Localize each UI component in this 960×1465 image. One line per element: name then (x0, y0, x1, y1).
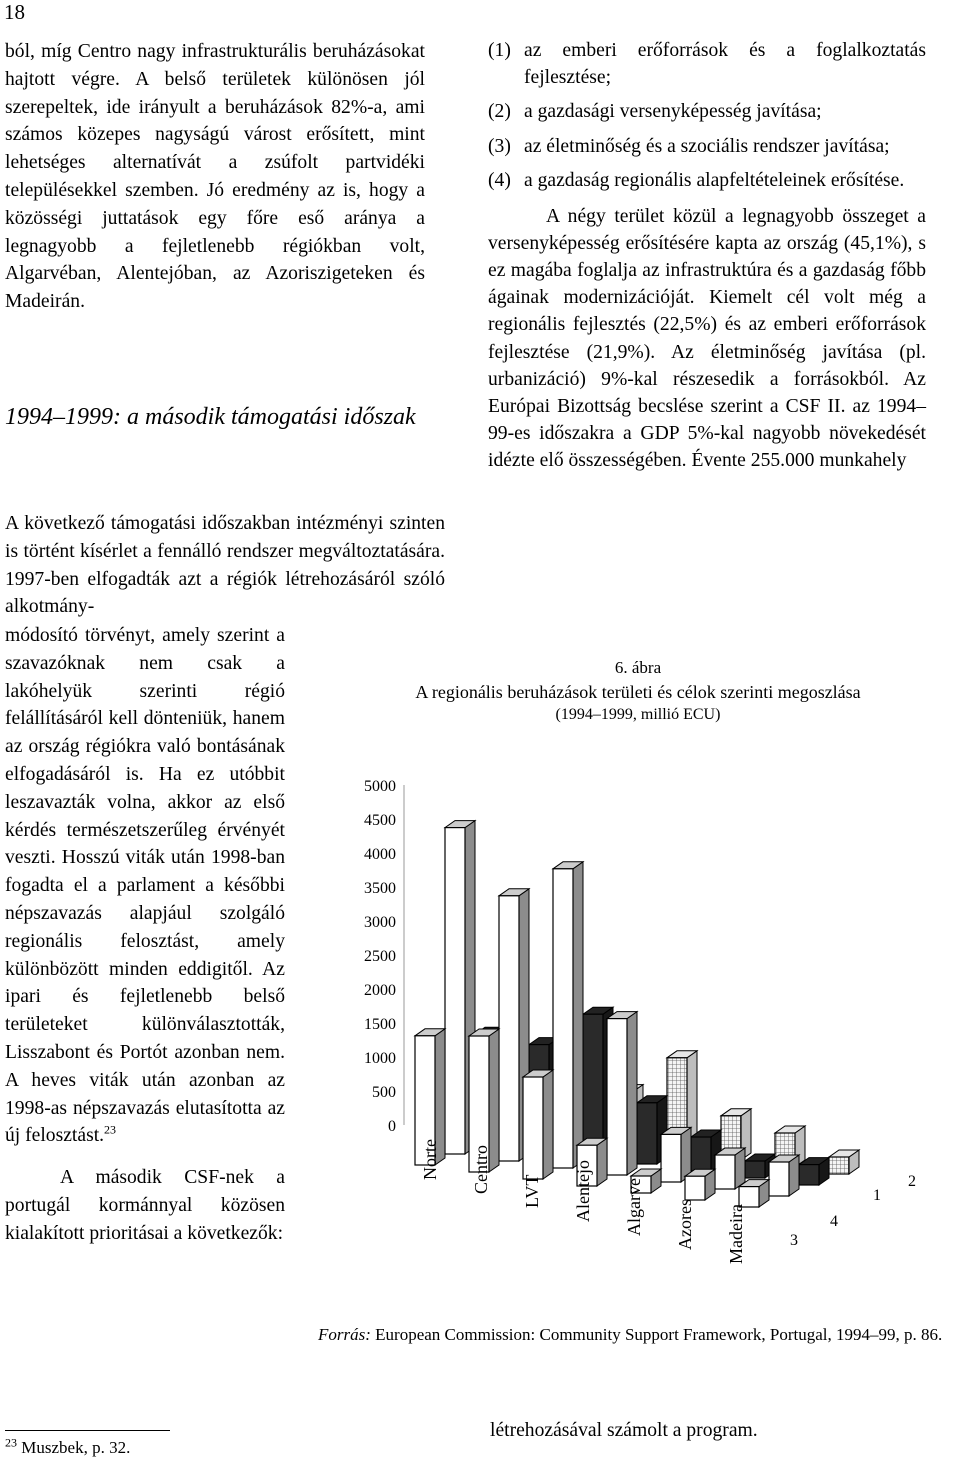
figure-number: 6. ábra (614, 658, 662, 677)
y-tick-label: 2000 (364, 982, 396, 999)
y-tick-label: 0 (388, 1118, 396, 1135)
y-tick-label: 5000 (364, 778, 396, 795)
source-label: Forrás: (318, 1325, 371, 1344)
bar-front-face (691, 1137, 711, 1171)
priority-text: az életminőség és a szociális rendszer javítása; (524, 135, 890, 157)
bar-front-face (715, 1155, 735, 1189)
series-label: 1 (873, 1187, 881, 1204)
footnote-number: 23 (5, 1435, 17, 1450)
bar-front-face (523, 1077, 543, 1179)
priority-number: (4) (488, 170, 511, 191)
footnote (5, 1435, 131, 1458)
paragraph-text: A második CSF-nek a portugál kormánnyal közösen kialakított prioritásai a következők: (5, 1167, 285, 1244)
series-label: 2 (908, 1173, 916, 1190)
y-tick-label: 3500 (364, 880, 396, 897)
paragraph-text: A következő támogatási időszakban intézményi szinten is történt kísérlet a fennálló rendszer megváltoztatására. 1997-ben elfogadták azt a régiók létrehozásáról szóló alkotmány- (5, 513, 445, 618)
footnote-text: Muszbek, p. 32. (21, 1438, 131, 1457)
priority-number: (1) (488, 40, 511, 61)
bar-front-face (829, 1157, 849, 1174)
bar-front-face (685, 1176, 705, 1200)
y-tick-label: 3000 (364, 914, 396, 931)
footnote-divider (5, 1430, 170, 1431)
bar-front-face (607, 1019, 627, 1175)
page-number: 18 (4, 0, 25, 24)
category-label: Madeira (726, 1204, 746, 1264)
y-tick-label: 1000 (364, 1050, 396, 1067)
priority-text: az emberi erőforrások és a foglalkoztatás fejlesztése; (524, 40, 926, 88)
source-text: European Commission: Community Support Framework, Portugal, 1994–99, p. 86. (375, 1325, 943, 1344)
narrow-text: módosító törvényt, amely szerint a szavazóknak nem csak a lakóhelyük szerinti régió felállításáról kell dönteniük, hanem az ország régiókra való bontásának elfogadásáról is. Ha ez utóbbit leszavazták volna, akkor az első kérdés természetszerűleg érvényét veszti. Hosszú viták után 1998-ban fogadta el a parlament a későbbi népszavazás alapjául szolgáló regionális felosztást, amely különbözött minden eddigitől. Az ipari és fejletlenebb belső területeket különválasztották, Lisszabont és Portót azonban nem. A heves viták után azonban az 1998-as népszavazás elutasította az új felosztást. (5, 625, 285, 1147)
priority-text: a gazdasági versenyképesség javítása; (524, 101, 822, 122)
y-tick-label: 4000 (364, 846, 396, 863)
figure-subtitle: (1994–1999, millió ECU) (555, 706, 721, 723)
series-label: 3 (790, 1232, 798, 1249)
series-label: 4 (830, 1213, 838, 1230)
bar-side-face (573, 862, 583, 1168)
bar-front-face (553, 869, 573, 1168)
y-tick-label: 2500 (364, 948, 396, 965)
bar-front-face (661, 1134, 681, 1182)
bar-front-face (445, 828, 465, 1154)
continued-text: létrehozásával számolt a program. (490, 1420, 758, 1441)
priority-number: (2) (488, 101, 511, 122)
bar-side-face (627, 1012, 637, 1175)
bar-side-face (543, 1070, 553, 1179)
category-label: Centro (471, 1145, 491, 1194)
category-label: LVT (522, 1174, 542, 1208)
y-tick-label: 1500 (364, 1016, 396, 1033)
category-label: Azores (675, 1199, 695, 1250)
bar-side-face (597, 1138, 607, 1186)
priority-number: (3) (488, 135, 511, 157)
category-label: Alentejo (573, 1160, 593, 1222)
section-heading: 1994–1999: a második támogatási időszak (5, 404, 416, 430)
bar-front-face (745, 1161, 765, 1178)
category-label: Norte (420, 1139, 440, 1180)
figure-source (318, 1322, 956, 1347)
bar-front-face (769, 1162, 789, 1196)
paragraph-text: A négy terület közül a legnagyobb összeget a versenyképesség erősítésére kapta az ország (45,1%), s ez magába foglalja az infrastruktúra és a gazdaság főbb ágainak modernizációját. Kiemelt cél volt még a regionális fejlesztés (22,5%) és az emberi erőforrások fejlesztése (21,9%). Az életminőség javítása (pl. urbanizáció) 9%-kal részesedik a forrásokból. Az Európai Bizottság becslése szerint a CSF II. az 1994–99-es időszakra a GDP 5%-kal nagyobb növekedését idézte elő összességében. Évente 255.000 munkahely (488, 205, 926, 472)
bar-front-face (739, 1187, 759, 1207)
bar-front-face (637, 1103, 657, 1164)
footnote-reference[interactable]: 23 (104, 1122, 117, 1137)
figure-title: A regionális beruházások területi és célok szerinti megoszlása (415, 682, 861, 702)
bar-front-face (499, 896, 519, 1161)
y-tick-label: 4500 (364, 812, 396, 829)
paragraph-text: ból, míg Centro nagy infrastrukturális beruházásokat hajtott végre. A belső területek különösen jól szerepeltek, ide irányult a beruházások 82%-a, ami számos közepes nagyságú várost erősített, mint lehetséges alternatívát a zsúfolt partvidéki településekkel szemben. Jó eredmény az is, hogy a közösségi juttatások egy főre eső aránya a legnagyobb a fejletlenebb régiókban volt, Algarvéban, Alentejóban, az Azoriszigeteken és Madeirán. (5, 41, 425, 313)
priority-text: a gazdaság regionális alapfeltételeinek erősítése. (524, 170, 905, 191)
bar-front-face (583, 1014, 603, 1157)
y-tick-label: 500 (372, 1084, 396, 1101)
bar-front-face (799, 1165, 819, 1185)
category-label: Algarve (624, 1178, 644, 1236)
